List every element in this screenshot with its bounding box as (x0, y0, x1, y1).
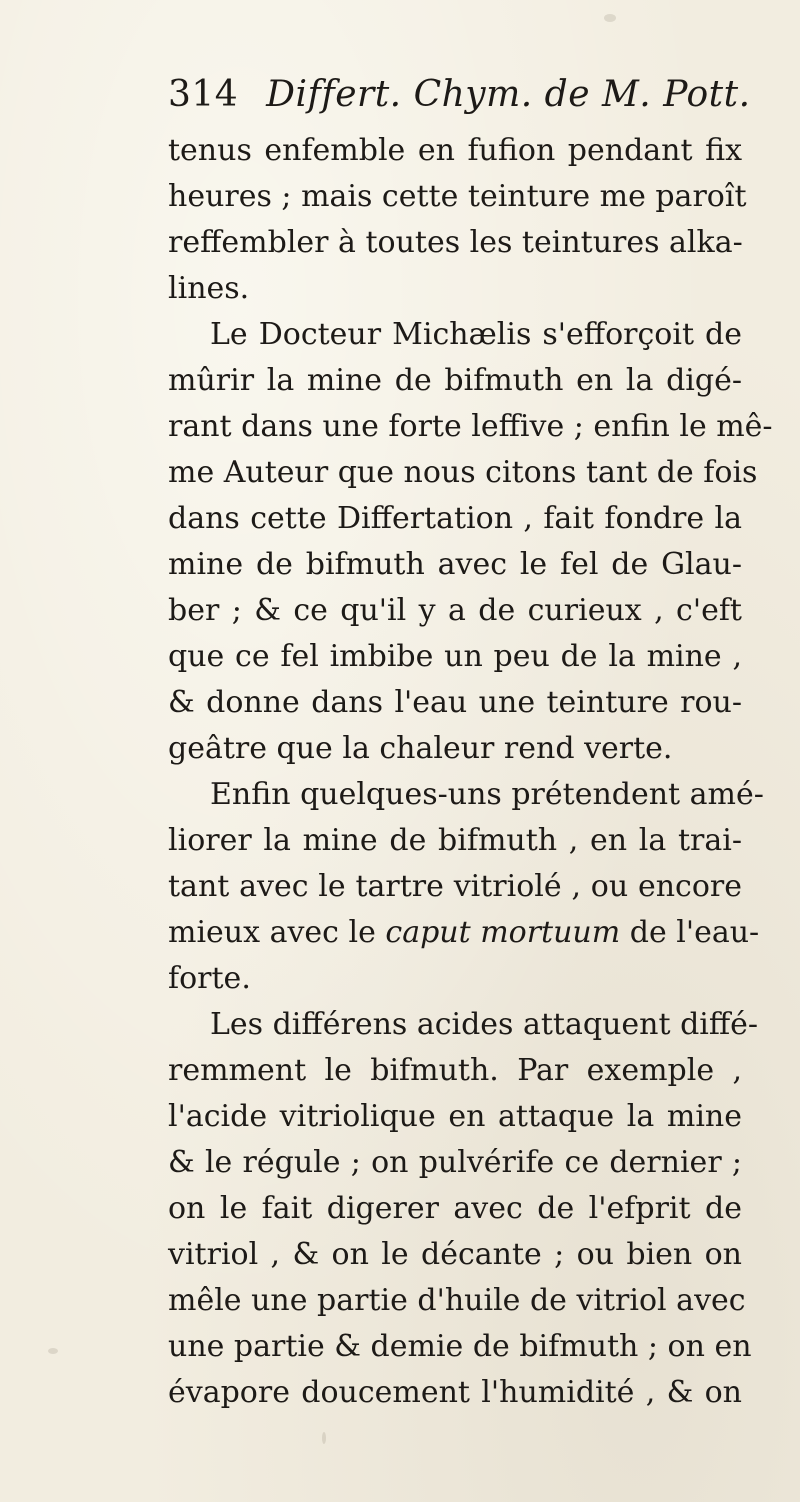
text-line (168, 726, 742, 772)
text-segment: mine de bifmuth avec le fel de Glau- (168, 547, 742, 582)
paper-stain (604, 14, 616, 22)
text-line (168, 1324, 752, 1370)
text-line (168, 818, 742, 864)
text-line (168, 588, 742, 634)
text-segment: forte. (168, 961, 251, 996)
text-line (168, 174, 747, 220)
text-segment: lines. (168, 271, 250, 306)
italic-term: caput mortuum (385, 915, 621, 950)
text-segment: on le fait digerer avec de l'efprit de (168, 1191, 742, 1226)
text-line (168, 404, 773, 450)
text-segment: geâtre que la chaleur rend verte. (168, 731, 673, 766)
text-line (168, 128, 742, 174)
text-segment: tant avec le tartre vitriolé , ou encore (168, 869, 742, 904)
text-line (168, 1232, 742, 1278)
text-segment: Les différens acides attaquent diffé- (210, 1007, 759, 1042)
paper-stain (48, 1348, 58, 1354)
text-segment: Enfin quelques-uns prétendent amé- (210, 777, 764, 812)
text-line (168, 220, 742, 266)
text-segment: rant dans une forte leffive ; enfin le mê- (168, 409, 773, 444)
running-head (168, 74, 751, 115)
text-segment: remment le bifmuth. Par exemple , (168, 1053, 742, 1088)
text-segment: & le régule ; on pulvérife ce dernier ; (168, 1145, 742, 1180)
text-line (168, 1140, 742, 1186)
text-segment: que ce fel imbibe un peu de la mine , (168, 639, 742, 674)
text-segment: me Auteur que nous citons tant de fois (168, 455, 758, 490)
text-line (168, 772, 764, 818)
text-line (168, 864, 742, 910)
body-text (168, 128, 773, 1416)
text-line (168, 680, 742, 726)
paper-stain (322, 1432, 326, 1444)
text-line (168, 312, 742, 358)
text-segment: Le Docteur Michælis s'efforçoit de (210, 317, 742, 352)
text-line (168, 1278, 746, 1324)
text-line (168, 358, 742, 404)
text-segment: & donne dans l'eau une teinture rou- (168, 685, 742, 720)
text-segment: ber ; & ce qu'il y a de curieux , c'eft (168, 593, 742, 628)
text-segment: mûrir la mine de bifmuth en la digé- (168, 363, 742, 398)
text-line (168, 910, 760, 956)
text-segment: l'acide vitriolique en attaque la mine (168, 1099, 742, 1134)
text-line (168, 1186, 742, 1232)
text-line (168, 1094, 742, 1140)
text-segment: mieux avec le (168, 915, 386, 950)
text-segment: reffembler à toutes les teintures alka- (168, 225, 743, 260)
text-line (168, 450, 758, 496)
text-segment: dans cette Differtation , fait fondre la (168, 501, 742, 536)
text-line (168, 266, 742, 312)
text-segment: tenus enfemble en fufion pendant fix (168, 133, 742, 168)
text-line (168, 1002, 759, 1048)
text-line (168, 634, 742, 680)
text-segment: une partie & demie de bifmuth ; on en (168, 1329, 752, 1364)
text-line (168, 1370, 742, 1416)
text-segment: évapore doucement l'humidité , & on (168, 1375, 742, 1410)
text-segment: mêle une partie d'huile de vitriol avec (168, 1283, 746, 1318)
text-line (168, 956, 742, 1002)
running-title: Differt. Chym. de M. Pott. (266, 74, 751, 115)
text-line (168, 1048, 742, 1094)
text-segment: heures ; mais cette teinture me paroît (168, 179, 747, 214)
page-number: 314 (168, 74, 239, 115)
text-segment: liorer la mine de bifmuth , en la trai- (168, 823, 742, 858)
text-line (168, 496, 742, 542)
text-segment: vitriol , & on le décante ; ou bien on (168, 1237, 742, 1272)
text-segment: de l'eau- (620, 915, 760, 950)
text-line (168, 542, 742, 588)
